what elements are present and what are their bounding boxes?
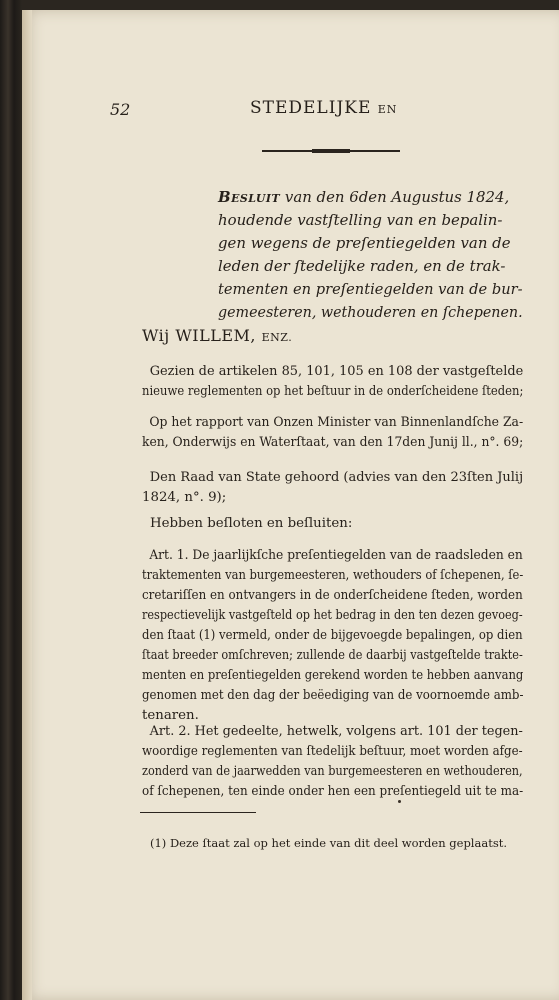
paragraph-line: den ſtaat (1) vermeld, onder de bijgevoegde bepalingen, op dien bbox=[142, 628, 523, 643]
page-number: 52 bbox=[110, 100, 131, 119]
paragraph-line: ken, Onderwijs en Waterſtaat, van den 17den Junij ll., n°. 69; bbox=[142, 435, 524, 450]
paragraph-line: cretariſſen en ontvangers in de onderſcheidene ſteden, worden bbox=[142, 588, 523, 603]
besluit-line: leden der ſtedelijke raden, en de trak- bbox=[218, 257, 506, 275]
willem-heading bbox=[142, 326, 292, 345]
besluit-lead: Besluit bbox=[218, 188, 281, 206]
paragraph-line: Hebben beſloten en beſluiten: bbox=[149, 516, 353, 531]
paragraph-gezien bbox=[142, 362, 525, 402]
paragraph-line: Gezien de artikelen 85, 101, 105 en 108 der vastgeſtelde bbox=[149, 364, 524, 379]
paragraph-line: nieuwe reglementen op het beſtuur in de onderſcheidene ſteden; bbox=[142, 384, 524, 399]
footnote: (1) Deze ſtaat zal op het einde van dit deel worden geplaatst. bbox=[150, 836, 507, 850]
paragraph-line: Art. 2. Het gedeelte, hetwelk, volgens art. 101 der tegen- bbox=[149, 724, 523, 739]
footnote-rule bbox=[140, 812, 256, 813]
paragraph-line: genomen met den dag der beëediging van de voornoemde amb- bbox=[142, 688, 524, 703]
ink-speck bbox=[398, 800, 401, 803]
running-title bbox=[250, 98, 397, 118]
besluit-line bbox=[218, 186, 523, 209]
paragraph-line: woordige reglementen van ſtedelijk beſtuur, moet worden afge- bbox=[142, 744, 523, 759]
besluit-title bbox=[218, 186, 525, 324]
besluit-line: tementen en preſentiegelden van de bur- bbox=[218, 280, 523, 298]
paragraph-line: of ſchepenen, ten einde onder hen een preſentiegeld uit te ma- bbox=[142, 784, 524, 799]
paragraph-line: traktementen van burgemeesteren, wethouders of ſchepenen, ſe- bbox=[142, 568, 524, 583]
paragraph-line: ſtaat breeder omſchreven; zullende de daarbij vastgeſtelde trakte- bbox=[142, 648, 523, 663]
running-title-main: STEDELIJKE bbox=[250, 98, 372, 118]
paragraph-line: zonderd van de jaarwedden van burgemeesteren en wethouderen, bbox=[142, 764, 523, 779]
paragraph-line: 1824, n°. 9); bbox=[142, 490, 227, 505]
paragraph-line: respectievelijk vastgeſteld op het bedrag in den ten dezen gevoeg- bbox=[142, 608, 523, 623]
paragraph-line: Art. 1. De jaarlijkſche preſentiegelden van de raadsleden en bbox=[149, 548, 523, 563]
paragraph-besloten bbox=[142, 514, 525, 534]
running-title-small: EN bbox=[377, 103, 398, 116]
paragraph-line: Op het rapport van Onzen Minister van Binnenlandſche Za- bbox=[149, 415, 524, 430]
header-rule bbox=[262, 150, 400, 152]
paragraph-raad bbox=[142, 468, 525, 508]
article-1 bbox=[142, 546, 525, 726]
paragraph-line: tenaren. bbox=[142, 708, 199, 723]
page-spine bbox=[22, 10, 32, 1000]
willem-name: Wij WILLEM, bbox=[142, 326, 256, 345]
paragraph-line: menten en preſentiegelden gerekend worden te hebben aanvang bbox=[142, 668, 524, 683]
paragraph-rapport bbox=[142, 413, 525, 453]
besluit-line: gemeesteren, wethouderen en ſchepenen. bbox=[218, 303, 523, 321]
paragraph-line: Den Raad van State gehoord (advies van den 23ſten Julij bbox=[149, 470, 524, 485]
willem-enz: ENZ. bbox=[261, 331, 293, 344]
besluit-line: gen wegens de preſentiegelden van de bbox=[218, 234, 511, 252]
running-header bbox=[110, 98, 525, 124]
besluit-line: houdende vastſtelling van en bepalin- bbox=[218, 211, 503, 229]
besluit-line-text: van den 6den Augustus 1824, bbox=[284, 188, 510, 206]
article-2 bbox=[142, 722, 525, 802]
